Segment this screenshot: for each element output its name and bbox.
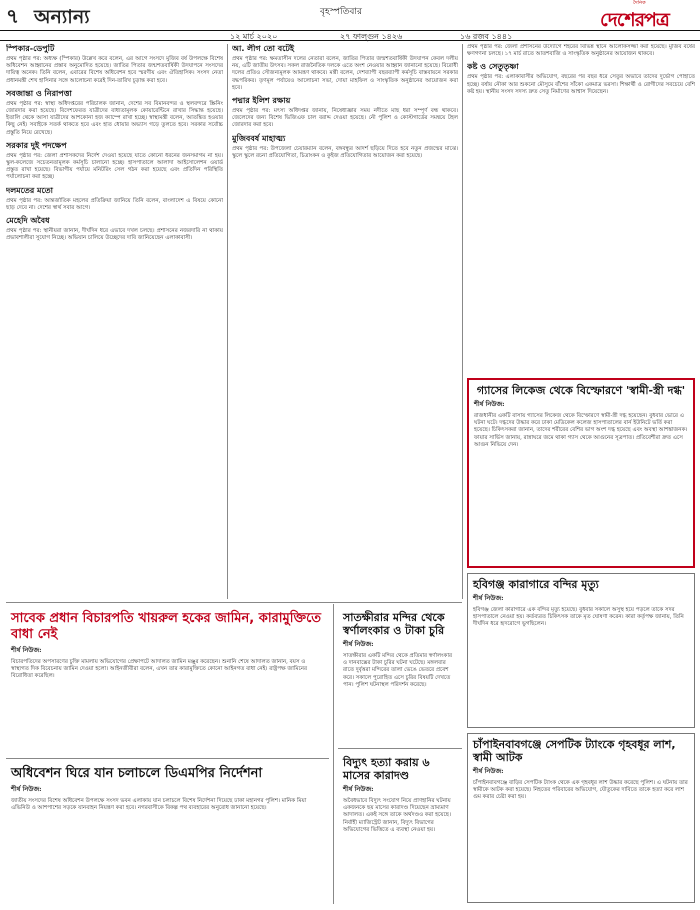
story-heading: আ. লীগ তো বটেই bbox=[232, 44, 294, 53]
story-body: প্রথম পৃষ্ঠার পর: জেলা প্রশাসকদের নির্দেশ দেওয়া হয়েছে যাতে কোনো ধরনের জনসমাগম না হয়। স্কুল-কলেজে সচেতনতামূলক কর্মসূচি চালানো হচ্ছে। হাসপাতালে আলাদা আইসোলেশন ওয়ার্ড প্রস্তুত রাখা হয়েছে। বিভাগীয় পর্যায়ে মনিটরিং সেল গঠন করা হয়েছে এবং প্রতিদিন পরিস্থিতি পর্যালোচনা করা হচ্ছে। bbox=[6, 152, 223, 181]
story-byline: শীর্ষ নিউজ: bbox=[474, 400, 505, 408]
story-headline: চাঁপাইনবাবগঞ্জে সেপটিক ট্যাংকে গৃহবধূর লাশ, স্বামী আটক bbox=[473, 738, 676, 764]
story-heading: কষ্ট ও সেতুতৃষ্ণা bbox=[467, 62, 519, 72]
story-heading: দলমতের মতো bbox=[6, 185, 53, 195]
dmp-directive-story bbox=[6, 762, 329, 904]
story-body: হবিগঞ্জ জেলা কারাগারে এক বন্দির মৃত্যু হয়েছে। বুধবার সকালে অসুস্থ হয়ে পড়লে তাকে সদর হাসপাতালে নেওয়া হয়। কর্তব্যরত চিকিৎসক তাকে মৃত ঘোষণা করেন। কারা কর্তৃপক্ষ জানায়, তিনি দীর্ঘদিন ধরে হৃদরোগে ভুগছিলেন। bbox=[473, 607, 684, 628]
date-hijri: ১৬ রজব ১৪৪১ bbox=[460, 32, 513, 41]
section-divider bbox=[6, 758, 329, 759]
section-divider bbox=[6, 602, 462, 603]
justice-bail-story bbox=[6, 607, 329, 757]
column-divider bbox=[462, 44, 463, 599]
story-byline: শীর্ষ নিউজ: bbox=[343, 785, 374, 793]
story-body: প্রথম পৃষ্ঠার পর: উপজেলা চেয়ারম্যান বলেন, বঙ্গবন্ধুর আদর্শ ছড়িয়ে দিতে হবে নতুন প্রজন্মের মাঝে। স্কুলে স্কুলে রচনা প্রতিযোগিতা, চিত্রাংকন ও কুইজ প্রতিযোগিতার আয়োজন করা হয়েছে। bbox=[232, 145, 458, 159]
masthead bbox=[0, 0, 700, 30]
story-heading: সবজান্তা ও নিরাপত্তা bbox=[6, 88, 72, 98]
gas-explosion-story bbox=[467, 378, 695, 568]
prison-death-story bbox=[467, 573, 695, 728]
column-1 bbox=[6, 44, 223, 604]
story-body: প্রথম পৃষ্ঠার পর: স্বাস্থ্য অধিদপ্তরের পরিচালক জানান, দেশের সব বিমানবন্দর ও স্থলবন্দরে স্ক্রিনিং জোরদার করা হয়েছে। বিদেশফেরত যাত্রীদের বাধ্যতামূলক কোয়ারেন্টিনে রাখার সিদ্ধান্ত হয়েছে। ইতালি থেকে আসা যাত্রীদের আশকোনা হজ ক্যাম্পে রাখা হচ্ছে। স্বাস্থ্যমন্ত্রী বলেন, আতঙ্কিত হওয়ার কিছু নেই। সবাইকে সতর্ক থাকতে হবে এবং হাত ধোয়ার অভ্যাস গড়ে তুলতে হবে। সরকার সর্বোচ্চ প্রস্তুতি নিয়ে রেখেছে। bbox=[6, 100, 223, 136]
story-body: প্রথম পৃষ্ঠার পর: ক্ষমতাসীন দলের নেতারা বলেন, জাতির পিতার জন্মশতবার্ষিকী উদযাপন কেবল দলীয় নয়, এটি জাতীয় উৎসব। সকল রাজনৈতিক দলকে এতে অংশ নেওয়ার আহ্বান জানানো হয়েছে। বিরোধী দলের প্রতিও সৌজন্যমূলক আমন্ত্রণ থাকবে। মন্ত্রী বলেন, দেশব্যাপী বছরব্যাপী কর্মসূচি বাস্তবায়নে সরকার বদ্ধপরিকর। তৃণমূল পর্যায়েও আলোচনা সভা, দোয়া মাহফিল ও সাংস্কৃতিক অনুষ্ঠানের আয়োজন করা হবে। bbox=[232, 56, 458, 91]
temple-theft-story bbox=[338, 607, 462, 747]
electricity-sentence-story bbox=[338, 752, 462, 904]
story-body: অবৈধভাবে বিদ্যুৎ সংযোগ নিয়ে প্রাণহানির ঘটনায় একজনকে ছয় মাসের কারাদণ্ড দিয়েছেন ভ্রাম্যমাণ আদালত। একই সঙ্গে তাকে অর্থদণ্ডও করা হয়েছে। নির্বাহী ম্যাজিস্ট্রেট জানান, বিদ্যুৎ বিভাগের অভিযোগের ভিত্তিতে এ ব্যবস্থা নেওয়া হয়। bbox=[343, 798, 451, 833]
column-divider bbox=[333, 604, 334, 904]
section-divider bbox=[338, 748, 462, 749]
story-heading: পদ্মার ইলিশ রক্ষায় bbox=[232, 96, 291, 106]
story-byline: শীর্ষ নিউজ: bbox=[473, 594, 504, 602]
date-english: ১২ মার্চ ২০২০ bbox=[230, 32, 278, 41]
story-heading: মেহেদি অবৈধ bbox=[6, 216, 50, 226]
story-body: প্রথম পৃষ্ঠার পর: এলাকাবাসীর অভিযোগ, বছরের পর বছর ধরে সেতুর অভাবে তাদের দুর্ভোগ পোহাতে হচ্ছে। বর্ষায় নৌকা আর শুকনো মৌসুমে বাঁশের সাঁকো একমাত্র ভরসা। শিক্ষার্থী ও রোগীদের সবচেয়ে বেশি কষ্ট হয়। স্থানীয় সংসদ সদস্য দ্রুত সেতু নির্মাণের আশ্বাস দিয়েছেন। bbox=[467, 74, 695, 95]
story-body: বিচারপতিদের অপসারণের চুক্তি মামলায় অভিযোগের প্রেক্ষাপটে আদালত জামিন মঞ্জুর করেছেন। শুনানি শেষে আদালত জানান, বয়স ও স্বাস্থ্যগত দিক বিবেচনায় জামিন দেওয়া হলো। আইনজীবীরা বলেন, এখন তার কারামুক্তিতে কোনো আইনগত বাধা নেই। রাষ্ট্রপক্ষ জামিনের বিরোধিতা করেছিল। bbox=[11, 659, 307, 680]
story-byline: শীর্ষ নিউজ: bbox=[473, 767, 504, 775]
story-heading: স্পিকার-ডেপুটি bbox=[6, 44, 55, 53]
story-body: প্রথম পৃষ্ঠার পর: অধ্যক্ষ (স্পিকার) উল্লেখ করে বলেন, এর আগে সংসদে মুজিব বর্ষ উপলক্ষে বিশেষ অধিবেশন আহ্বানের প্রস্তাব অনুমোদিত হয়েছে। জাতির পিতার জন্মশতবার্ষিকী উদযাপনে সংসদের দায়িত্ব অনেক। তিনি বলেন, এবারের বিশেষ অধিবেশন হবে স্মরণীয় এবং ঐতিহাসিক। সংসদ নেতা প্রধানমন্ত্রী শেখ হাসিনার সঙ্গে আলোচনা করেই দিন-তারিখ চূড়ান্ত করা হবে। bbox=[6, 56, 223, 84]
story-headline: সাবেক প্রধান বিচারপতি খায়রুল হকের জামিন, কারামুক্তিতে বাধা নেই bbox=[11, 611, 322, 642]
story-headline: বিদ্যুৎ হত্যা করায় ৬ মাসের কারাদণ্ড bbox=[343, 756, 430, 782]
dateline bbox=[0, 30, 700, 41]
logo-title: দেশেরপত্র bbox=[600, 9, 669, 31]
story-body: রাজধানীর একটি বাসায় গ্যাসের লিকেজ থেকে বিস্ফোরণে স্বামী-স্ত্রী দগ্ধ হয়েছেন। বুধবার ভোরে এ ঘটনা ঘটে। দগ্ধদের উদ্ধার করে ঢাকা মেডিকেল কলেজ হাসপাতালের বার্ন ইউনিটে ভর্তি করা হয়েছে। চিকিৎসকরা জানান, তাদের শরীরের বেশির ভাগ অংশ দগ্ধ হয়েছে এবং অবস্থা আশঙ্কাজনক। ফায়ার সার্ভিস জানায়, রান্নাঘরে জমে থাকা গ্যাস থেকে আগুনের সূত্রপাত। প্রতিবেশীরা দ্রুত এসে আগুন নিভিয়ে দেন। bbox=[474, 413, 688, 448]
story-headline: গ্যাসের লিকেজ থেকে বিস্ফোরণে 'স্বামী-স্ত্রী দগ্ধ' bbox=[476, 384, 686, 397]
column-2 bbox=[232, 44, 458, 599]
story-byline: শীর্ষ নিউজ: bbox=[11, 646, 42, 654]
septic-tank-story bbox=[467, 733, 695, 903]
logo-small-text: দৈনিক bbox=[633, 0, 646, 6]
story-body: জাতীয় সংসদের বিশেষ অধিবেশন উপলক্ষে সংসদ ভবন এলাকায় যান চলাচলে বিশেষ নির্দেশনা দিয়েছে ঢাকা মহানগর পুলিশ। মানিক মিয়া এভিনিউ ও আশপাশের সড়কে যানবাহন নিয়ন্ত্রণ করা হবে। নগরবাসীকে বিকল্প পথ ব্যবহারের অনুরোধ জানানো হয়েছে। bbox=[11, 798, 307, 812]
story-byline: শীর্ষ নিউজ: bbox=[11, 785, 42, 793]
story-headline: সাতক্ষীরার মন্দির থেকে স্বর্ণালংকার ও টাকা চুরি bbox=[343, 611, 445, 637]
story-headline: হবিগঞ্জ কারাগারে বন্দির মৃত্যু bbox=[473, 578, 599, 591]
story-body: চাঁপাইনবাবগঞ্জে বাড়ির সেপটিক ট্যাংক থেকে এক গৃহবধূর লাশ উদ্ধার করেছে পুলিশ। এ ঘটনায় তার স্বামীকে আটক করা হয়েছে। নিহতের পরিবারের অভিযোগ, যৌতুকের দাবিতে তাকে হত্যা করে লাশ গুম করার চেষ্টা করা হয়। bbox=[473, 780, 688, 801]
page-number: ৭ bbox=[6, 4, 20, 28]
story-body: প্রথম পৃষ্ঠার পর: স্থানীয়রা জানান, দীর্ঘদিন ধরে এভাবে দখল চলছে। প্রশাসনের নজরদারি না থাকায় প্রভাবশালীরা সুযোগ নিচ্ছে। অভিযান চালিয়ে উচ্ছেদের দাবি জানিয়েছেন এলাকাবাসী। bbox=[6, 228, 223, 242]
story-body: প্রথম পৃষ্ঠার পর: আন্তর্জাতিক মহলের প্রতিক্রিয়া জানিয়ে তিনি বলেন, বাংলাদেশ এ বিষয়ে কোনো ছাড় দেবে না। দেশের স্বার্থ সবার আগে। bbox=[6, 197, 223, 211]
day-name: বৃহস্পতিবার bbox=[320, 7, 362, 17]
column-3 bbox=[467, 44, 695, 374]
story-heading: মুজিববর্ষ মাহাত্ম্য bbox=[232, 133, 286, 143]
date-bangla: ২৭ ফাল্গুন ১৪২৬ bbox=[340, 32, 403, 41]
story-body: প্রথম পৃষ্ঠার পর: জেলা প্রশাসনের উদ্যোগে শহরের বিভিন্ন স্থানে আলোকসজ্জা করা হয়েছে। মুজিব বর্ষের ক্ষণগণনা চলছে। ১৭ মার্চ রাতে আতশবাজি ও সাংস্কৃতিক অনুষ্ঠানের আয়োজন থাকবে। bbox=[467, 44, 695, 58]
section-title: অন্যান্য bbox=[34, 6, 90, 28]
story-heading: সরকার দুই পদক্ষেপ bbox=[6, 140, 67, 150]
story-body: প্রথম পৃষ্ঠার পর: মৎস্য অধিদপ্তর জানায়, নিষেধাজ্ঞার সময় নদীতে মাছ ধরা সম্পূর্ণ বন্ধ থাকবে। জেলেদের জন্য বিশেষ ভিজিএফ চাল বরাদ্দ দেওয়া হয়েছে। নৌ পুলিশ ও কোস্টগার্ডের সমন্বয়ে টহল জোরদার করা হবে। bbox=[232, 108, 458, 129]
story-headline: অধিবেশন ঘিরে যান চলাচলে ডিএমপির নির্দেশনা bbox=[11, 766, 263, 781]
story-byline: শীর্ষ নিউজ: bbox=[343, 640, 374, 648]
newspaper-logo bbox=[595, 0, 690, 32]
column-divider bbox=[227, 44, 228, 599]
story-body: সাতক্ষীরার একটি মন্দির থেকে প্রতিমার স্বর্ণালংকার ও দানবাক্সের টাকা চুরির ঘটনা ঘটেছে। মঙ্গলবার রাতে দুর্বৃত্তরা মন্দিরের তালা ভেঙে ভেতরে প্রবেশ করে। সকালে পুরোহিত এসে চুরির বিষয়টি দেখতে পান। পুলিশ ঘটনাস্থল পরিদর্শন করেছে। bbox=[343, 653, 452, 688]
